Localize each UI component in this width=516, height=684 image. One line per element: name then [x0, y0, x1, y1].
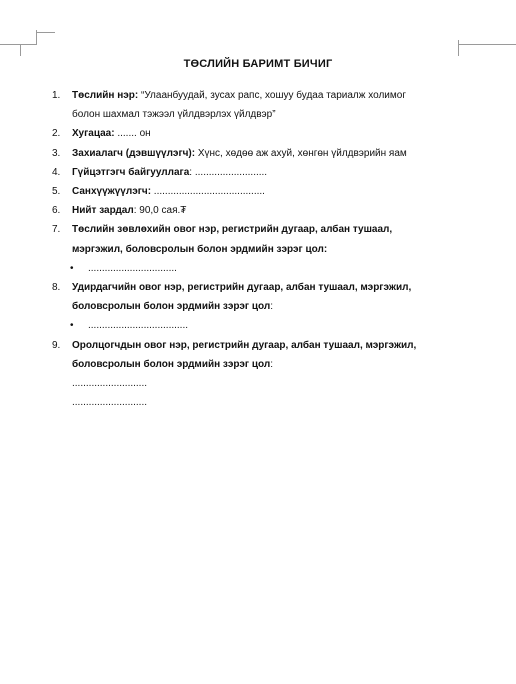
item-number: 5. [52, 186, 61, 198]
item-body [72, 86, 472, 124]
item-label-continued: боловсролын болон эрдмийн зэрэг цол [72, 358, 271, 370]
item-number: 1. [52, 90, 61, 101]
item-number: 3. [52, 147, 61, 159]
item-number: 9. [52, 339, 61, 351]
item-body [72, 278, 472, 316]
document-body [52, 86, 472, 412]
item-label: Удирдагчийн овог нэр, регистрийн дугаар, албан тушаал, мэргэжил, [72, 282, 412, 294]
item-body [72, 336, 472, 374]
item-number: 8. [52, 282, 61, 294]
list-item-duration [52, 124, 472, 143]
item-text: : .......................... [189, 166, 268, 178]
crop-mark-top-left-vertical [20, 44, 37, 56]
item-text: ........................................ [151, 186, 265, 198]
item-text: Хүнс, хөдөө аж ахуй, хөнгөн үйлдвэрийн яам [195, 147, 407, 159]
list-item-funder [52, 182, 472, 201]
participant-line-1: ........................... [72, 378, 148, 390]
bullet-text: ................................ [88, 262, 177, 274]
list-item-manager [52, 278, 472, 316]
item-number: 7. [52, 224, 61, 236]
item-text: ....... он [114, 128, 151, 140]
list-item-customer [52, 144, 472, 163]
bullet-row-manager [52, 316, 472, 335]
document-title: ТӨСЛИЙН БАРИМТ БИЧИГ [183, 58, 333, 70]
item-text-continued: : [270, 301, 274, 313]
item-label: Санхүүжүүлэгч: [72, 186, 152, 198]
item-label: Хугацаа: [72, 128, 115, 140]
list-item-project-name [52, 86, 472, 124]
list-item-participants [52, 336, 472, 374]
item-body [72, 220, 472, 258]
crop-mark-top-left [0, 30, 37, 45]
list-item-total-cost [52, 201, 472, 220]
bullet-row-advisor [52, 259, 472, 278]
item-number: 6. [52, 205, 61, 217]
bullet-text: .................................... [88, 320, 189, 332]
bullet-icon: • [70, 320, 74, 332]
crop-mark-top-right [458, 30, 516, 45]
list-item-advisor [52, 220, 472, 258]
item-label-continued: мэргэжил, боловсролын болон эрдмийн зэрэг цол: [72, 243, 328, 255]
item-body [72, 124, 472, 143]
crop-mark-top-left-corner [36, 32, 55, 45]
item-number: 4. [52, 166, 61, 178]
item-body [72, 201, 472, 220]
item-label: Захиалагч (дэвшүүлэгч): [72, 147, 196, 159]
item-label: Төслийн нэр: [72, 90, 139, 101]
item-label: Төслийн зөвлөхийн овог нэр, регистрийн дугаар, албан тушаал, [72, 224, 393, 236]
item-label: Гүйцэтгэгч байгууллага [72, 166, 190, 178]
item-text-continued: болон шахмал тэжээл үйлдвэрлэх үйлдвэр” [72, 109, 276, 121]
item-label: Оролцогчдын овог нэр, регистрийн дугаар, албан тушаал, мэргэжил, [72, 339, 417, 351]
item-text: “Улаанбуудай, зусах рапс, хошуу будаа тариалж холимог [138, 90, 406, 101]
list-item-contractor [52, 163, 472, 182]
item-label: Нийт зардал [72, 205, 134, 217]
item-label-continued: боловсролын болон эрдмийн зэрэг цол [72, 301, 271, 313]
item-text-continued: : [270, 358, 274, 370]
bullet-icon: • [70, 262, 74, 274]
item-body [72, 163, 472, 182]
crop-mark-top-right-vertical [458, 40, 460, 56]
participant-line-2: ........................... [72, 397, 148, 409]
item-text: : 90,0 сая.₮ [133, 205, 187, 217]
item-body [72, 182, 472, 201]
item-number: 2. [52, 128, 61, 140]
item-body [72, 144, 472, 163]
